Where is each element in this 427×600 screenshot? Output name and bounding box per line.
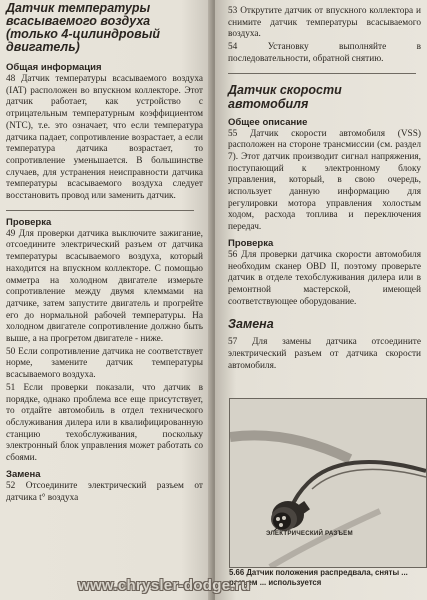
- paragraph-54: 54 Установку выполняйте в последовательности, обратной снятию.: [228, 42, 421, 64]
- figure-caption: 5.66 Датчик положения распредвала, сняты ... разъем ... используется: [229, 568, 408, 587]
- heading-check: Проверка: [228, 237, 274, 249]
- heading-general-info: Общая информация: [6, 62, 102, 73]
- paragraph-51: 51 Если проверки показали, что датчик в порядке, однако проблема все еще присутствует, то отдайте автомобиль в отдел технического обслуживания дилера или в квалифицированную станцию техобслуживания, поскольку электронный блок управления может работать со сбоями.: [6, 382, 203, 464]
- heading-replace: Замена: [228, 317, 274, 332]
- connector-photo: [229, 398, 427, 568]
- paragraph-52: 52 Отсоедините электрический разъем от датчика t° воздуха: [6, 480, 203, 503]
- paragraph-57: 57 Для замены датчика отсоедините электрический разъем от датчика скорости автомобиля.: [228, 337, 421, 371]
- connector-illustration: [230, 399, 426, 567]
- heading-general-description: Общее описание: [228, 116, 308, 128]
- figure-label-connector: ЭЛЕКТРИЧЕСКИЙ РАЗЪЕМ: [266, 530, 353, 537]
- right-page: [215, 0, 427, 600]
- divider: [228, 73, 416, 74]
- paragraph-48: 48 Датчик температуры всасываемого воздуха (IAT) расположен во впускном коллекторе. Этот датчик работает, как устройство с отрицательным температурным коэффициентом (NTC), т.е. это означает, что если температура датчика падает, сопротивление возрастает, а если температура датчика возрастает, то сопротивление уменьшается. В большинстве случаев, для устранения неисправности датчика температуры всасываемого воздуха следует восстановить провод или заменить датчик.: [6, 74, 203, 202]
- heading-check: Проверка: [6, 216, 52, 228]
- left-column: [6, 2, 203, 505]
- paragraph-53: 53 Открутите датчик от впускного коллектора и снимите датчик температуры всасываемого воздуха.: [228, 6, 421, 40]
- paragraph-56: 56 Для проверки датчика скорости автомобиля необходим сканер OBD II, поэтому проверьте датчик в отделе техобслуживания дилера или в ремонтной мастерской, имеющей соответствующее оборудование.: [228, 249, 421, 307]
- site-watermark: www.chrysler-dodge.ru: [78, 577, 251, 594]
- paragraph-50: 50 Если сопротивление датчика не соответствует норме, замените датчик температуры всасываемого воздуха.: [6, 346, 203, 381]
- heading-replace: Замена: [6, 468, 41, 480]
- section-title-vss: Датчик скорости автомобиля: [228, 82, 342, 111]
- paragraph-49: 49 Для проверки датчика выключите зажигание, отсоедините электрический разъем от датчика температуры всасываемого воздуха, который находится на впускном коллекторе. С помощью омметра на холодном двигателе измерьте сопротивление между двумя клеммами на датчике, затем запустите двигатель и прогрейте его до нормальной рабочей температуры. На холодном двигателе сопротивление должно быть выше, а на прогретом двигателе - ниже.: [6, 228, 203, 345]
- paragraph-55: 55 Датчик скорости автомобиля (VSS) расположен на стороне трансмиссии (см. раздел 7). Этот датчик производит сигнал напряжения, поступающий к электронному блоку управления, который, в свою очередь, использует данную информацию для регулировки мотора управления холостым ходом, расхода топлива и переключения передач.: [228, 128, 421, 233]
- left-page: [0, 0, 213, 600]
- right-column: [228, 6, 421, 373]
- divider: [6, 210, 194, 211]
- section-title-iat: Датчик температуры всасываемого воздуха (только 4-цилиндровый двигатель): [6, 1, 161, 54]
